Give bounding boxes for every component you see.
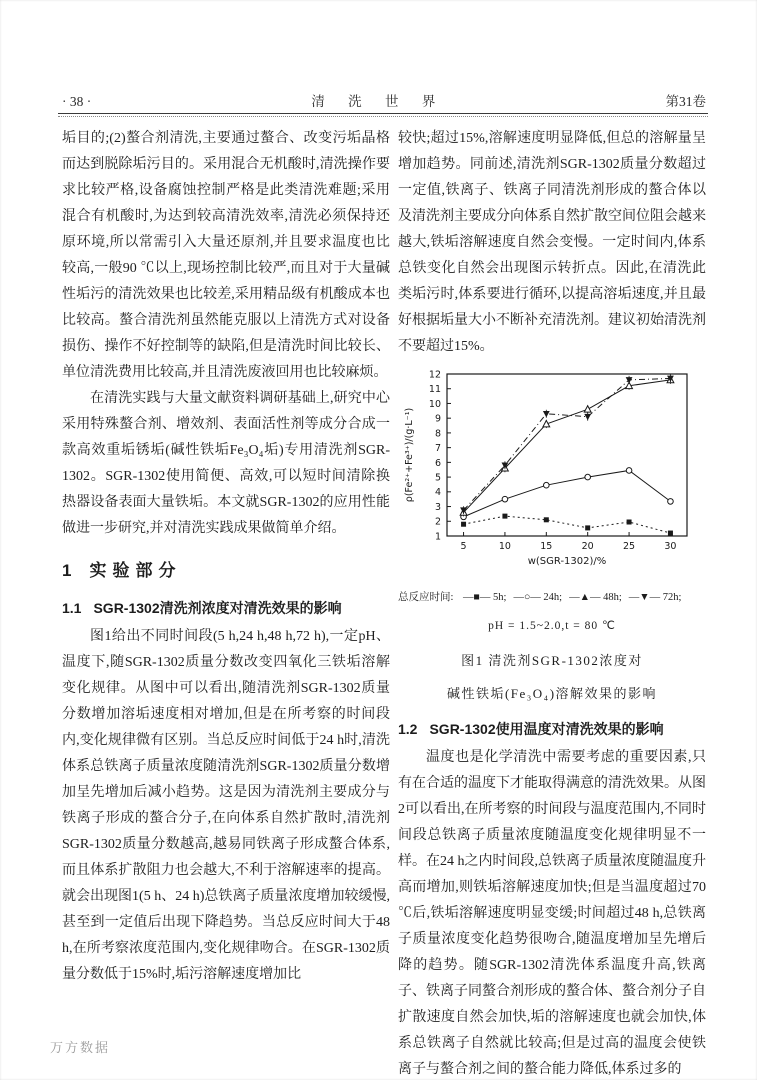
svg-text:7: 7 (434, 443, 441, 455)
paragraph-continuation-1: 垢目的;(2)螯合剂清洗,主要通过螯合、改变污垢晶格而达到脱除垢污目的。采用混合无机酸时,清洗操作要求比较严格,设备腐蚀控制严格是此类清洗难题;采用混合有机酸时,为达到较高清洗效率,清洗必须保持还原环境,所以常需引入大量还原剂,并且要求温度也比较高,一般90 ℃以上,现场控制比较严,而且对于大量碱性垢污的清洗效果也比较差,采用精品级有机酸成本也比较高。螯合清洗剂虽然能克服以上清洗方式对设备损伤、操作不好控制等的缺陷,但是清洗时间比较长、单位清洗费用比较高,并且清洗废液回用也比较麻烦。 (62, 131, 390, 380)
header-rule-dotted (58, 116, 708, 117)
section-1-2-number: 1.2 (398, 721, 418, 737)
svg-text:5: 5 (460, 541, 467, 552)
legend-entry-24h: —○— 24h; (513, 592, 563, 603)
svg-text:12: 12 (428, 369, 441, 381)
svg-text:6: 6 (434, 457, 441, 469)
header-page-number: · 38 · (62, 94, 92, 109)
figure-1-caption-line2: 碱性铁垢(Fe₃O₄)溶解效果的影响 (446, 686, 658, 701)
svg-text:2: 2 (434, 516, 441, 528)
legend-entry-72h: —▼— 72h; (628, 592, 682, 603)
header-rule (58, 113, 708, 114)
svg-text:11: 11 (428, 384, 441, 396)
section-1-heading (62, 558, 390, 584)
svg-text:4: 4 (434, 487, 441, 499)
figure-1-caption-line1: 图1 清洗剂SGR-1302浓度对 (461, 653, 643, 668)
section-1-2-heading (398, 717, 706, 741)
section-1-1-title: SGR-1302清洗剂浓度对清洗效果的影响 (93, 600, 342, 616)
figure-1-conditions: pH = 1.5~2.0,t = 80 ℃ (488, 620, 616, 632)
header-journal-title: 清 洗 世 界 (311, 94, 446, 109)
svg-text:30: 30 (664, 541, 677, 552)
header-volume: 第31卷 (665, 94, 706, 109)
svg-text:3: 3 (434, 501, 441, 513)
figure-1-legend (398, 590, 706, 605)
svg-text:1: 1 (434, 531, 441, 543)
figure-1-chart (401, 364, 703, 588)
page-header (62, 88, 706, 110)
paragraph-intro-sgr1302: 在清洗实践与大量文献资料调研基础上,研究中心采用特殊螯合剂、增效剂、表面活性剂等成分合成一款高效重垢锈垢(碱性铁垢Fe₃O₄垢)专用清洗剂SGR-1302。SGR-1302使用简便、高效,可以短时间清除换热器设备表面大量铁垢。本文就SGR-1302的应用性能做进一步研究,并对清洗实践成果做简单介绍。 (62, 391, 390, 536)
wanfang-watermark: 万方数据 (50, 1040, 111, 1055)
section-1-number: 1 (62, 561, 72, 580)
legend-prefix: 总反应时间: (398, 592, 454, 603)
legend-entry-48h: —▲— 48h; (569, 592, 622, 603)
left-column (62, 126, 390, 988)
legend-entry-5h: —■— 5h; (463, 592, 507, 603)
section-1-1-number: 1.1 (62, 600, 82, 616)
svg-text:15: 15 (540, 541, 553, 552)
right-column (398, 126, 706, 1080)
svg-text:8: 8 (434, 428, 441, 440)
svg-text:10: 10 (428, 398, 441, 410)
svg-text:w(SGR-1302)/%: w(SGR-1302)/% (527, 556, 607, 567)
figure-1 (398, 364, 706, 707)
section-1-2-title: SGR-1302使用温度对清洗效果的影响 (429, 721, 664, 737)
svg-text:25: 25 (623, 541, 636, 552)
svg-text:9: 9 (434, 413, 441, 425)
paragraph-concentration-effect: 图1给出不同时间段(5 h,24 h,48 h,72 h),一定pH、温度下,随SGR-1302质量分数改变四氧化三铁垢溶解变化规律。从图中可以看出,随清洗剂SGR-1302质量分数增加溶垢速度相对增加,但是在所考察的时间段内,变化规律微有区别。当总反应时间低于24 h时,清洗体系总铁离子质量浓度随清洗剂SGR-1302质量分数增加呈先增加后减小趋势。这是因为清洗剂主要成分与铁离子形成的螯合分子,在向体系自然扩散时,清洗剂SGR-1302质量分数越高,越易同铁离子形成螯合体系,而且体系扩散阻力也会越大,不利于溶解速率的提高。就会出现图1(5 h、24 h)总铁离子质量浓度增加较缓慢,甚至到一定值后出现下降趋势。当总反应时间大于48 h,在所考察浓度范围内,变化规律吻合。在SGR-1302质量分数低于15%时,垢污溶解速度增加比 (62, 629, 390, 982)
svg-text:10: 10 (498, 541, 511, 552)
paragraph-continuation-2: 较快;超过15%,溶解速度明显降低,但总的溶解量呈增加趋势。同前述,清洗剂SGR-1302质量分数超过一定值,铁离子、铁离子同清洗剂形成的螯合体以及清洗剂主要成分向体系自然扩散空间位阻会越来越大,铁垢溶解速度自然会变慢。一定时间内,体系总铁变化自然会出现图示转折点。因此,在清洗此类垢污时,体系要进行循环,以提高溶垢速度,并且最好根据垢量大小不断补充清洗剂。建议初始清洗剂不要超过15%。 (398, 131, 706, 354)
section-1-1-heading (62, 596, 390, 620)
paragraph-temperature-effect: 温度也是化学清洗中需要考虑的重要因素,只有在合适的温度下才能取得满意的清洗效果。从图2可以看出,在所考察的时间段与温度范围内,不同时间段总铁离子质量浓度随温度变化规律明显不一样。在24 h之内时间段,总铁离子质量浓度随温度升高而增加,则铁垢溶解速度加快;但是当温度超过70 ℃后,铁垢溶解速度明显变缓;时间超过48 h,总铁离子质量浓度变化趋势很吻合,随温度增加呈先增后降的趋势。随SGR-1302清洗体系温度升高,铁离子、铁离子同螯合剂形成的螯合体、螯合剂分子自扩散速度自然会加快,垢的溶解速度也就会加快,体系总铁离子自然就比较高;但是过高的温度会使铁离子与螯合剂之间的螯合能力降低,体系过多的 (398, 750, 706, 1077)
svg-text:5: 5 (434, 472, 441, 484)
svg-text:ρ(Fe²⁺+Fe³⁺)/(g·L⁻¹): ρ(Fe²⁺+Fe³⁺)/(g·L⁻¹) (404, 407, 415, 503)
section-1-title: 实验部分 (89, 561, 182, 580)
svg-text:20: 20 (581, 541, 594, 552)
